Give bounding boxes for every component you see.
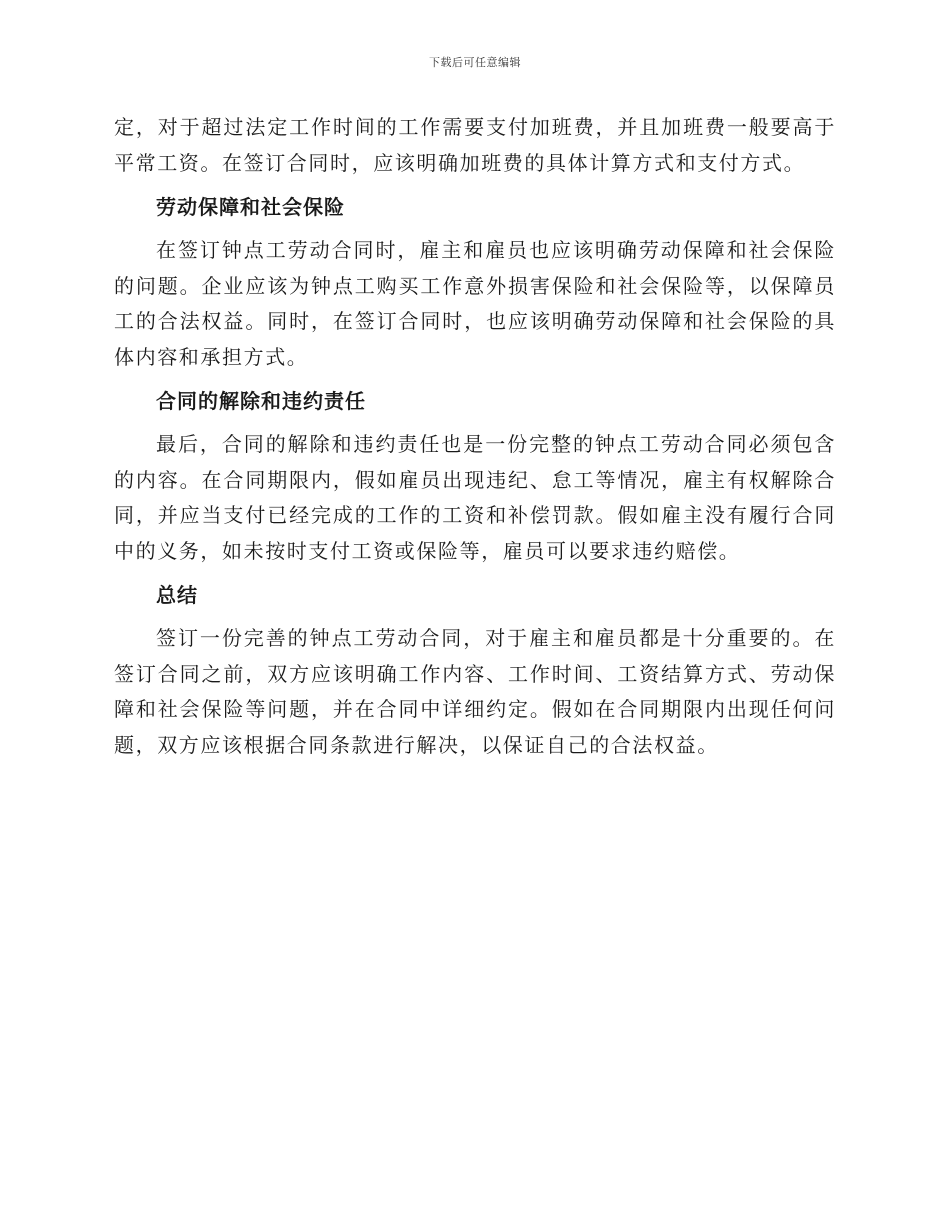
insurance-heading: 劳动保障和社会保险 bbox=[156, 195, 345, 219]
termination-paragraph: 最后，合同的解除和违约责任也是一份完整的钟点工劳动合同必须包含的内容。在合同期限内，假如雇员出现违纪、怠工等情况，雇主有权解除合同，并应当支付已经完成的工作的工资和补偿罚款。假如雇主没有履行合同中的义务，如未按时支付工资或保险等，雇员可以要求违约赔偿。 bbox=[114, 432, 836, 563]
page-header: 下载后可任意编辑 bbox=[429, 56, 521, 69]
insurance-paragraph: 在签订钟点工劳动合同时，雇主和雇员也应该明确劳动保障和社会保险的问题。企业应该为钟点工购买工作意外损害保险和社会保险等，以保障员工的合法权益。同时，在签订合同时，也应该明确劳动保障和社会保险的具体内容和承担方式。 bbox=[114, 238, 836, 369]
termination-heading: 合同的解除和违约责任 bbox=[156, 389, 366, 413]
summary-paragraph: 签订一份完善的钟点工劳动合同，对于雇主和雇员都是十分重要的。在签订合同之前，双方应该明确工作内容、工作时间、工资结算方式、劳动保障和社会保险等问题，并在合同中详细约定。假如在合同期限内出现任何问题，双方应该根据合同条款进行解决，以保证自己的合法权益。 bbox=[114, 626, 836, 757]
document-body bbox=[114, 110, 836, 773]
summary-heading: 总结 bbox=[156, 583, 198, 607]
intro-paragraph: 定，对于超过法定工作时间的工作需要支付加班费，并且加班费一般要高于平常工资。在签订合同时，应该明确加班费的具体计算方式和支付方式。 bbox=[114, 115, 836, 175]
